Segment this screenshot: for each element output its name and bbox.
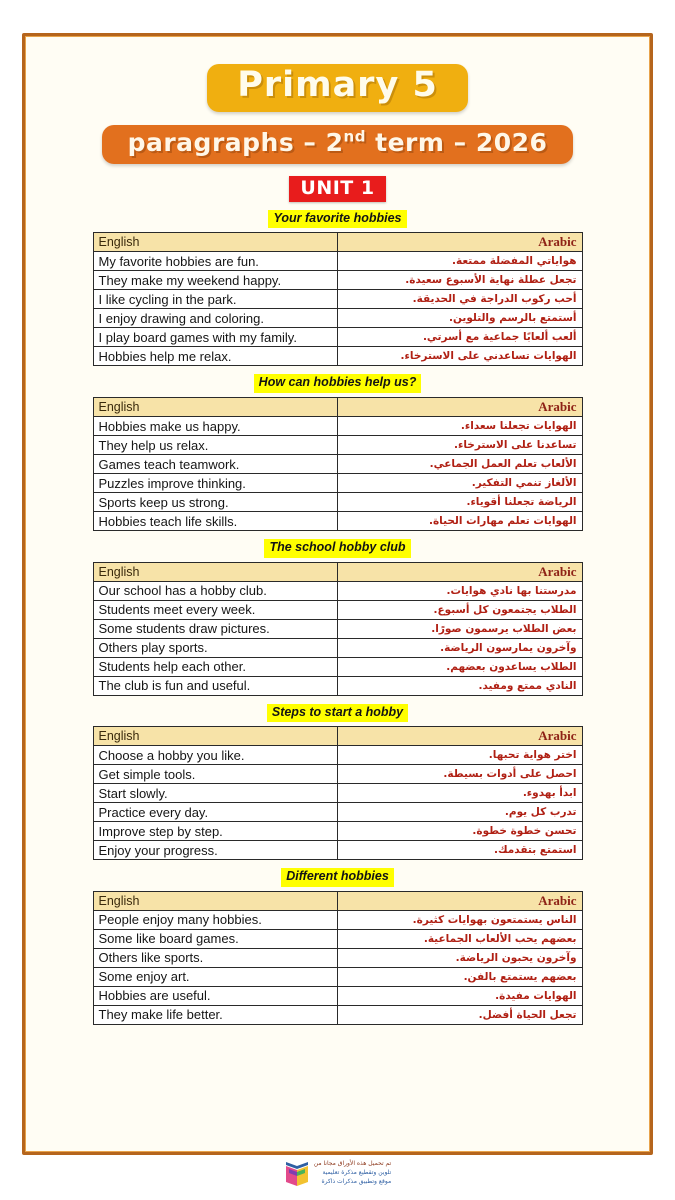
cell-arabic: الطلاب يجتمعون كل أسبوع. bbox=[338, 600, 583, 619]
footer-line-3: موقع وتطبيق مذكرات ذاكرة bbox=[321, 1178, 392, 1186]
column-header-english: English bbox=[93, 233, 338, 252]
table-header-row bbox=[93, 562, 582, 581]
cell-arabic: أستمتع بالرسم والتلوين. bbox=[338, 309, 583, 328]
cell-arabic: الرياضة تجعلنا أقوياء. bbox=[338, 493, 583, 512]
cell-english: Some like board games. bbox=[93, 929, 338, 948]
table-row bbox=[93, 290, 582, 309]
section bbox=[93, 696, 583, 861]
subtitle-ordinal-suffix: nd bbox=[343, 127, 366, 146]
footer-line-1: تم تحميل هذه الأوراق مجانا من bbox=[313, 1159, 392, 1167]
cell-english: Hobbies are useful. bbox=[93, 986, 338, 1005]
table-row bbox=[93, 252, 582, 271]
cell-english: Sports keep us strong. bbox=[93, 493, 338, 512]
cell-arabic: تجعل عطلة نهاية الأسبوع سعيدة. bbox=[338, 271, 583, 290]
cell-english: I play board games with my family. bbox=[93, 328, 338, 347]
table-row bbox=[93, 271, 582, 290]
cell-english: Some students draw pictures. bbox=[93, 619, 338, 638]
cell-english: Improve step by step. bbox=[93, 822, 338, 841]
unit-badge bbox=[289, 176, 385, 202]
column-header-arabic: Arabic bbox=[338, 398, 583, 417]
table-row bbox=[93, 600, 582, 619]
table-row bbox=[93, 948, 582, 967]
subtitle-pre: paragraphs – 2 bbox=[127, 127, 344, 157]
column-header-english: English bbox=[93, 398, 338, 417]
table-row bbox=[93, 417, 582, 436]
cell-arabic: وآخرون يحبون الرياضة. bbox=[338, 948, 583, 967]
cell-english: Hobbies teach life skills. bbox=[93, 512, 338, 531]
cell-arabic: بعضهم يحب الألعاب الجماعية. bbox=[338, 929, 583, 948]
table-row bbox=[93, 803, 582, 822]
cell-arabic: تساعدنا على الاسترخاء. bbox=[338, 436, 583, 455]
cell-arabic: تدرب كل يوم. bbox=[338, 803, 583, 822]
column-header-arabic: Arabic bbox=[338, 727, 583, 746]
subtitle-text bbox=[128, 129, 548, 156]
column-header-english: English bbox=[93, 891, 338, 910]
cell-english: They help us relax. bbox=[93, 436, 338, 455]
cell-english: Hobbies help me relax. bbox=[93, 347, 338, 366]
cell-arabic: تحسن خطوة خطوة. bbox=[338, 822, 583, 841]
cell-arabic: ألعب ألعابًا جماعية مع أسرتي. bbox=[338, 328, 583, 347]
table-row bbox=[93, 822, 582, 841]
table-row bbox=[93, 676, 582, 695]
table-row bbox=[93, 619, 582, 638]
cell-arabic: أحب ركوب الدراجة في الحديقة. bbox=[338, 290, 583, 309]
cell-arabic: الألغاز تنمي التفكير. bbox=[338, 474, 583, 493]
table-row bbox=[93, 1005, 582, 1024]
cell-arabic: استمتع بتقدمك. bbox=[338, 841, 583, 860]
section-title: Different hobbies bbox=[281, 868, 394, 887]
cell-english: Students meet every week. bbox=[93, 600, 338, 619]
cell-english: I like cycling in the park. bbox=[93, 290, 338, 309]
cell-english: People enjoy many hobbies. bbox=[93, 910, 338, 929]
section bbox=[93, 366, 583, 531]
section-title: The school hobby club bbox=[264, 539, 410, 558]
section-title: Your favorite hobbies bbox=[268, 210, 406, 229]
translation-table bbox=[93, 726, 583, 860]
table-row bbox=[93, 493, 582, 512]
column-header-arabic: Arabic bbox=[338, 562, 583, 581]
cell-english: Start slowly. bbox=[93, 784, 338, 803]
translation-table bbox=[93, 562, 583, 696]
column-header-english: English bbox=[93, 727, 338, 746]
translation-table bbox=[93, 891, 583, 1025]
table-row bbox=[93, 512, 582, 531]
cell-english: Practice every day. bbox=[93, 803, 338, 822]
footer-line-2: تلوين وتقطيع مذكرة تعليمية bbox=[322, 1168, 392, 1176]
table-row bbox=[93, 967, 582, 986]
table-row bbox=[93, 436, 582, 455]
table-header-row bbox=[93, 398, 582, 417]
table-header-row bbox=[93, 727, 582, 746]
cell-arabic: الألعاب تعلم العمل الجماعي. bbox=[338, 455, 583, 474]
sections-container bbox=[93, 202, 583, 1025]
table-row bbox=[93, 986, 582, 1005]
cell-arabic: الناس يستمتعون بهوايات كثيرة. bbox=[338, 910, 583, 929]
cell-arabic: اختر هواية تحبها. bbox=[338, 746, 583, 765]
table-row bbox=[93, 638, 582, 657]
cell-english: Others like sports. bbox=[93, 948, 338, 967]
column-header-arabic: Arabic bbox=[338, 891, 583, 910]
cell-arabic: هواياتي المفضلة ممتعة. bbox=[338, 252, 583, 271]
subtitle-banner bbox=[102, 125, 574, 164]
page-title: Primary 5 bbox=[237, 65, 438, 105]
cell-arabic: الهوايات تجعلنا سعداء. bbox=[338, 417, 583, 436]
footer-text bbox=[314, 1160, 391, 1186]
cell-english: My favorite hobbies are fun. bbox=[93, 252, 338, 271]
section-title: Steps to start a hobby bbox=[267, 704, 408, 723]
table-row bbox=[93, 929, 582, 948]
cell-arabic: الهوايات مفيدة. bbox=[338, 986, 583, 1005]
book-logo-icon bbox=[284, 1158, 310, 1188]
cell-arabic: تجعل الحياة أفضل. bbox=[338, 1005, 583, 1024]
cell-arabic: النادي ممتع ومفيد. bbox=[338, 676, 583, 695]
table-row bbox=[93, 581, 582, 600]
cell-english: Enjoy your progress. bbox=[93, 841, 338, 860]
cell-arabic: احصل على أدوات بسيطة. bbox=[338, 765, 583, 784]
table-row bbox=[93, 347, 582, 366]
footer bbox=[0, 1158, 675, 1188]
page-frame bbox=[22, 33, 653, 1155]
table-row bbox=[93, 910, 582, 929]
table-row bbox=[93, 784, 582, 803]
cell-arabic: بعضهم يستمتع بالفن. bbox=[338, 967, 583, 986]
cell-english: I enjoy drawing and coloring. bbox=[93, 309, 338, 328]
table-header-row bbox=[93, 891, 582, 910]
title-banner bbox=[207, 64, 468, 112]
section bbox=[93, 531, 583, 696]
cell-english: Others play sports. bbox=[93, 638, 338, 657]
cell-english: Puzzles improve thinking. bbox=[93, 474, 338, 493]
cell-arabic: ابدأ بهدوء. bbox=[338, 784, 583, 803]
cell-english: Students help each other. bbox=[93, 657, 338, 676]
cell-arabic: بعض الطلاب يرسمون صورًا. bbox=[338, 619, 583, 638]
table-header-row bbox=[93, 233, 582, 252]
translation-table bbox=[93, 232, 583, 366]
cell-arabic: الهوايات تعلم مهارات الحياة. bbox=[338, 512, 583, 531]
column-header-english: English bbox=[93, 562, 338, 581]
cell-arabic: وآخرون يمارسون الرياضة. bbox=[338, 638, 583, 657]
cell-arabic: الهوايات تساعدني على الاسترخاء. bbox=[338, 347, 583, 366]
section bbox=[93, 202, 583, 367]
table-row bbox=[93, 328, 582, 347]
section bbox=[93, 860, 583, 1025]
table-row bbox=[93, 309, 582, 328]
cell-english: Hobbies make us happy. bbox=[93, 417, 338, 436]
cell-english: Some enjoy art. bbox=[93, 967, 338, 986]
table-row bbox=[93, 765, 582, 784]
cell-english: They make life better. bbox=[93, 1005, 338, 1024]
cell-arabic: الطلاب يساعدون بعضهم. bbox=[338, 657, 583, 676]
cell-english: Get simple tools. bbox=[93, 765, 338, 784]
cell-english: Games teach teamwork. bbox=[93, 455, 338, 474]
cell-english: Our school has a hobby club. bbox=[93, 581, 338, 600]
table-row bbox=[93, 657, 582, 676]
page-content bbox=[25, 36, 650, 1152]
cell-english: They make my weekend happy. bbox=[93, 271, 338, 290]
cell-english: The club is fun and useful. bbox=[93, 676, 338, 695]
column-header-arabic: Arabic bbox=[338, 233, 583, 252]
section-title: How can hobbies help us? bbox=[254, 374, 422, 393]
subtitle-post: term – 2026 bbox=[365, 127, 548, 157]
table-row bbox=[93, 746, 582, 765]
cell-english: Choose a hobby you like. bbox=[93, 746, 338, 765]
translation-table bbox=[93, 397, 583, 531]
table-row bbox=[93, 455, 582, 474]
unit-badge-label: UNIT 1 bbox=[300, 176, 375, 199]
table-row bbox=[93, 841, 582, 860]
table-row bbox=[93, 474, 582, 493]
cell-arabic: مدرستنا بها نادي هوايات. bbox=[338, 581, 583, 600]
